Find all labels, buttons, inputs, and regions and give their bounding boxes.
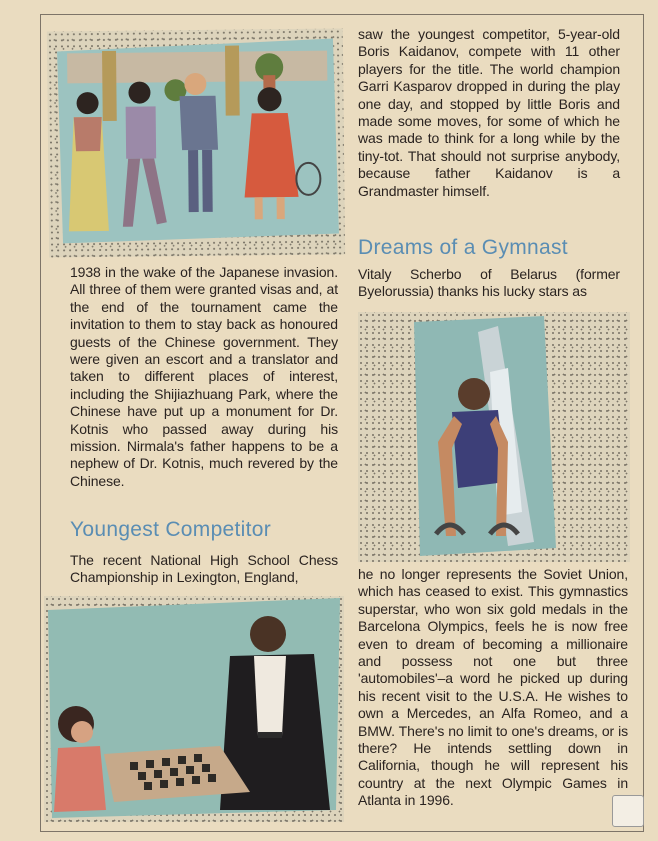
chess-illustration (44, 596, 344, 822)
gymnast-intro-text: Vitaly Scherbo of Belarus (former Byelorussia) thanks his lucky stars as (358, 266, 620, 300)
park-scene-image (47, 28, 345, 257)
gymnast-continued-text: he no longer represents the Soviet Union, which has ceased to exist. This gymnastics superstar, who won six gold medals in the Barcelona Olympics, feels he is now free even to dream of becoming a millionaire and possess not one but three 'automobiles'–a word he picked up during his recent visit to the U.S.A. He wishes to own a Mercedes, an Alfa Romeo, and a BMW. There's no limit to one's dreams, or is there? He intends settling down in California, though he will represent his country at the next Olympic Games in Atlanta in 1996. (358, 566, 628, 809)
gymnast-scene-image (358, 312, 630, 562)
publisher-logo-icon (612, 795, 644, 827)
gymnast-illustration (358, 312, 630, 562)
park-illustration (47, 28, 345, 257)
chess-scene-image (44, 596, 344, 822)
youngest-competitor-heading: Youngest Competitor (70, 518, 272, 541)
right-column-top-text: saw the youngest competitor, 5-year-old Boris Kaidanov, compete with 11 other players for the title. The world champion Garri Kasparov dropped in during the play one day, and stopped by little Boris and made some moves, for some of which he was made to think for a long while by the tiny-tot. That should not surprise anybody, because father Kaidanov is a Grandmaster himself. (358, 26, 620, 199)
left-column-text: 1938 in the wake of the Japanese invasion. All three of them were granted visas and, at the end of the tournament came the invitation to them to stay back as honoured guests of the Chinese government. They were given an escort and a translator and taken to different places of interest, including the Shijiazhuang Park, where the Chinese have put up a monument for Dr. Kotnis who passed away during his mission. Nirmala's father happens to be a nephew of Dr. Kotnis, much revered by the Chinese. (70, 264, 338, 489)
youngest-competitor-intro-text: The recent National High School Chess Championship in Lexington, England, (70, 552, 338, 586)
gymnast-heading: Dreams of a Gymnast (358, 236, 568, 259)
